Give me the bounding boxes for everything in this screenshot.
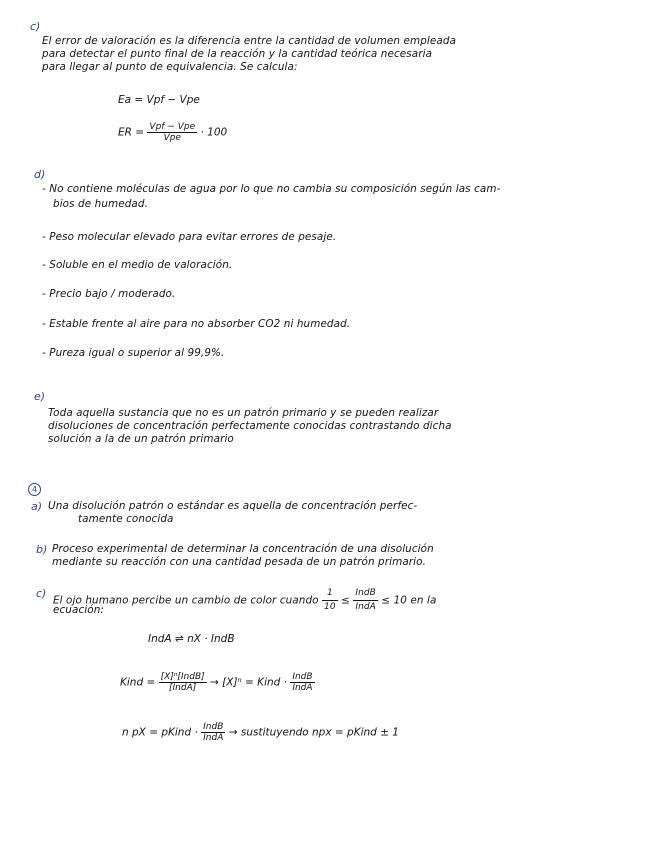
eq-fraction [201, 722, 225, 743]
eq-lhs: n pX = pKind · [122, 726, 198, 739]
section-e-text [48, 407, 452, 446]
text-line: para detectar el punto final de la reacción y la cantidad teórica necesaria [42, 48, 433, 60]
eq-fraction [147, 122, 197, 143]
q4-c-text-line2: ecuación: [53, 604, 105, 616]
text-line: Proceso experimental de determinar la concentración de una disolución [52, 543, 434, 555]
inline-fraction [322, 587, 338, 614]
text-span: El ojo humano percibe un cambio de color cuando [53, 594, 319, 607]
inequality-sign: ≤ [341, 594, 350, 607]
fraction-denominator: IndA [203, 733, 224, 743]
text-span: ≤ 10 en la [381, 594, 437, 607]
kind-equation [120, 672, 315, 693]
section-d-item: - Estable frente al aire para no absorber CO2 ni humedad. [42, 318, 351, 330]
fraction-numerator: IndB [292, 672, 313, 682]
fraction-numerator: 1 [322, 587, 338, 601]
text-line: solución a la de un patrón primario [48, 433, 234, 445]
eq-lhs: ER = [118, 126, 145, 139]
section-d-item: bios de humedad. [53, 198, 148, 210]
ph-equation [122, 722, 399, 743]
eq-lhs: Kind = [120, 676, 156, 689]
eq-mid: → [X]ⁿ = Kind · [210, 676, 287, 689]
fraction-denominator: Vpe [163, 133, 181, 143]
eq-tail: → sustituyendo npx = pKind ± 1 [228, 726, 399, 739]
inline-fraction [353, 587, 378, 614]
q4-a-label: a) [31, 500, 43, 513]
q4-a-text [48, 500, 417, 526]
q4-b-text [52, 543, 434, 569]
error-absolute-equation: Ea = Vpf − Vpe [118, 94, 200, 106]
fraction-denominator: [IndA] [169, 683, 197, 693]
section-c-text [42, 35, 456, 74]
section-c-label: c) [30, 20, 41, 33]
q4-c-text-line1 [53, 587, 436, 614]
text-line: Toda aquella sustancia que no es un patrón primario y se pueden realizar [48, 407, 439, 419]
fraction-numerator: IndB [353, 587, 378, 601]
indicator-equilibrium-equation: IndA ⇌ nX · IndB [148, 633, 235, 645]
section-d-item: - No contiene moléculas de agua por lo que no cambia su composición según las cam- [42, 183, 501, 195]
text-line: Una disolución patrón o estándar es aquella de concentración perfec- [48, 500, 418, 512]
section-e-label: e) [34, 390, 46, 403]
section-d-item: - Pureza igual o superior al 99,9%. [42, 347, 225, 359]
section-d-item: - Peso molecular elevado para evitar errores de pesaje. [42, 231, 337, 243]
fraction-numerator: IndB [203, 722, 224, 732]
fraction-denominator: 10 [324, 602, 336, 612]
fraction-denominator: IndA [292, 683, 313, 693]
text-line: tamente conocida [78, 513, 174, 525]
q4-c-label: c) [36, 587, 47, 600]
fraction-numerator: [X]ⁿ[IndB] [160, 672, 205, 682]
question-number-circle: 4 [28, 483, 41, 496]
q4-b-label: b) [36, 543, 48, 556]
eq-fraction [290, 672, 314, 693]
fraction-numerator: Vpf − Vpe [149, 122, 196, 132]
error-relative-equation [118, 122, 227, 143]
text-line: mediante su reacción con una cantidad pesada de un patrón primario. [52, 556, 427, 568]
section-d-label: d) [34, 168, 46, 181]
fraction-denominator: IndA [355, 602, 376, 612]
section-d-item: - Precio bajo / moderado. [42, 288, 176, 300]
text-line: El error de valoración es la diferencia entre la cantidad de volumen empleada [42, 35, 457, 47]
eq-tail: · 100 [200, 126, 228, 139]
text-line: disoluciones de concentración perfectamente conocidas contrastando dicha [48, 420, 452, 432]
text-line: para llegar al punto de equivalencia. Se calcula: [42, 61, 298, 73]
section-d-item: - Soluble en el medio de valoración. [42, 259, 233, 271]
eq-fraction [159, 672, 207, 693]
